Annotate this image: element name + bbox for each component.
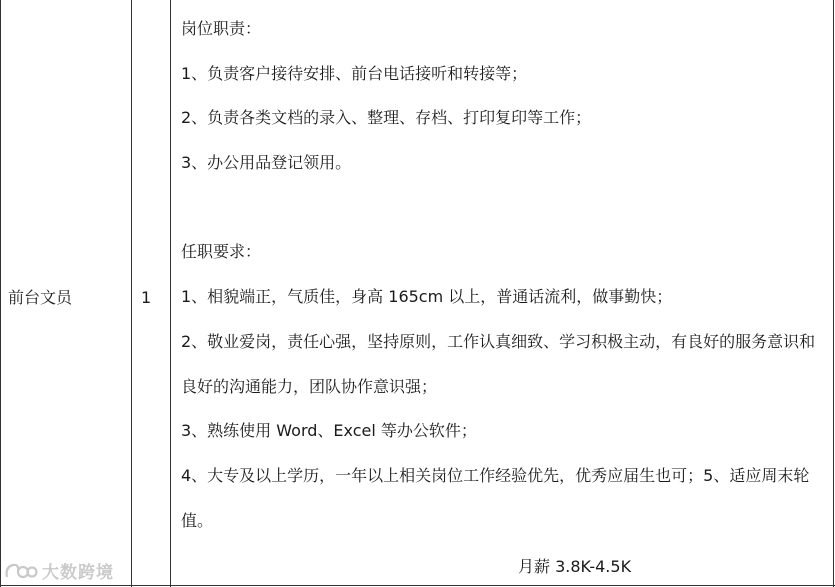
requirement-item: 1、相貌端正，气质佳，身高 165cm 以上，普通话流利，做事勤快； — [181, 287, 673, 307]
requirement-item: 2、敬业爱岗，责任心强，坚持原则，工作认真细致、学习积极主动，有良好的服务意识和良好的沟通能力，团队协作意识强； — [181, 331, 816, 396]
duty-item: 1、负责客户接待安排、前台电话接听和转接等； — [181, 63, 528, 83]
watermark-text: 大数跨境 — [42, 563, 114, 583]
position-name: 前台文员 — [8, 288, 73, 307]
duty-item: 3、办公用品登记领用。 — [181, 153, 352, 173]
column-divider-2 — [170, 0, 171, 587]
salary: 月薪 3.8K-4.5K — [518, 557, 632, 576]
column-divider-1 — [131, 0, 132, 587]
watermark — [4, 558, 114, 583]
requirement-item: 4、大专及以上学历，一年以上相关岗位工作经验优先，优秀应届生也可；5、适应周末轮值。 — [181, 465, 810, 530]
duties-title: 岗位职责： — [181, 19, 262, 38]
spacer — [181, 197, 827, 242]
table-border-left — [0, 0, 1, 587]
requirement-item: 3、熟练使用 Word、Excel 等办公软件； — [181, 421, 477, 441]
table-border-bottom — [0, 585, 835, 586]
job-description — [181, 18, 827, 543]
brand-logo-icon — [4, 561, 38, 581]
requirements-title: 任职要求： — [181, 242, 262, 262]
headcount: 1 — [141, 288, 152, 307]
duty-item: 2、负责各类文档的录入、整理、存档、打印复印等工作； — [181, 108, 592, 128]
table-border-right — [833, 0, 834, 587]
